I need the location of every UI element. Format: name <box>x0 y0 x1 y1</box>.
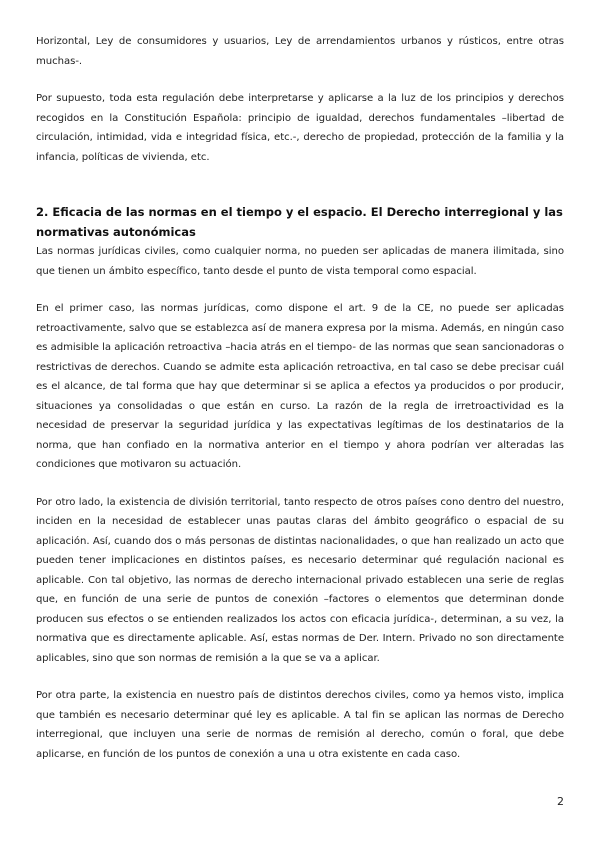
paragraph-territorial: Por otro lado, la existencia de división territorial, tanto respecto de otros países cono dentro del nuestro, inciden en la necesidad de establecer unas pautas claras del ámbito geográfico o espacial de su aplicación. Así, cuando dos o más personas de distintas nacionalidades, o que han realizado un acto que pueden tener implicaciones en distintos países, es necesario determinar qué regulación nacional es aplicable. Con tal objetivo, las normas de derecho internacional privado establecen una serie de reglas que, en función de una serie de puntos de conexión –factores o elementos que determinan donde producen sus efectos o se entienden realizados los actos con eficacia jurídica-, determinan, a su vez, la normativa que es directamente aplicable. Así, estas normas de Der. Intern. Privado no son directamente aplicables, sino que son normas de remisión a la que se va a aplicar. <box>36 496 564 664</box>
paragraph-retroactivity: En el primer caso, las normas jurídicas, como dispone el art. 9 de la CE, no puede ser aplicadas retroactivamente, salvo que se establezca así de manera expresa por la misma. Además, en ningún caso es admisible la aplicación retroactiva –hacia atrás en el tiempo- de las normas que sean sancionadoras o restrictivas de derechos. Cuando se admite esta aplicación retroactiva, en tal caso se debe precisar cuál es el alcance, de tal forma que hay que determinar si se aplica a efectos ya producidos o por producir, situaciones ya consolidadas o que están en curso. La razón de la regla de irretroactividad es la necesidad de preservar la seguridad jurídica y las expectativas legítimas de los destinatarios de la norma, que han confiado en la normativa anterior en el tiempo y ahora podrían ver alteradas las condiciones que motivaron su actuación. <box>36 303 564 470</box>
paragraph-constitution: Por supuesto, toda esta regulación debe interpretarse y aplicarse a la luz de los principios y derechos recogidos en la Constitución Española: principio de igualdad, derechos fundamentales –libertad de circulación, intimidad, vida e integridad física, etc.-, derecho de propiedad, protección de la familia y la infancia, políticas de vivienda, etc. <box>36 93 564 163</box>
paragraph-continued: Horizontal, Ley de consumidores y usuarios, Ley de arrendamientos urbanos y rústicos, entre otras muchas-. <box>36 36 564 67</box>
section-heading: 2. Eficacia de las normas en el tiempo y el espacio. El Derecho interregional y las normativas autonómicas <box>36 205 563 239</box>
page-number: 2 <box>557 795 564 808</box>
paragraph-interregional: Por otra parte, la existencia en nuestro país de distintos derechos civiles, como ya hemos visto, implica que también es necesario determinar qué ley es aplicable. A tal fin se aplican las normas de Derecho interregional, que incluyen una serie de normas de remisión al derecho, común o foral, que debe aplicarse, en función de los puntos de conexión a una u otra existente en cada caso. <box>36 690 564 760</box>
page-content <box>36 32 564 782</box>
paragraph-scope: Las normas jurídicas civiles, como cualquier norma, no pueden ser aplicadas de manera ilimitada, sino que tienen un ámbito específico, tanto desde el punto de vista temporal como espacial. <box>36 246 564 277</box>
